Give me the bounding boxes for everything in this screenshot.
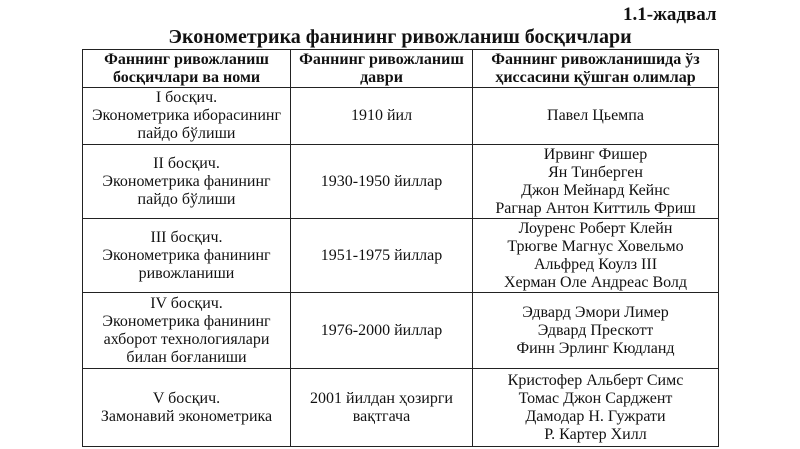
scientist-name: Рагнар Антон Киттиль Фриш: [495, 199, 696, 217]
scientist-name: Джон Мейнард Кейнс: [521, 181, 670, 199]
stage-cell: [83, 293, 291, 369]
table-title: Эконометрика фанининг ривожланиш босқичлари: [168, 26, 632, 48]
stage-text: билан боғланиши: [126, 348, 247, 366]
header-text: даври: [360, 68, 403, 86]
header-text: босқичлари ва номи: [112, 68, 261, 86]
stage-text: II босқич.: [153, 154, 220, 172]
stage-text: Эконометрика фанининг: [102, 312, 271, 330]
scientists-cell: [473, 369, 719, 447]
stage-cell: [83, 219, 291, 293]
stage-text: Эконометрика иборасининг: [91, 107, 282, 124]
header-scientists: [473, 50, 719, 88]
period-text: 1951-1975 йиллар: [320, 246, 443, 264]
table-row: [83, 88, 719, 145]
scientist-name: Кристофер Альберт Симс: [507, 371, 684, 389]
scientist-name: Лоуренс Роберт Клейн: [518, 219, 673, 237]
scientist-name: Дамодар Н. Гужрати: [525, 407, 666, 425]
period-text: 1976-2000 йиллар: [320, 321, 443, 339]
scientists-cell: [473, 293, 719, 369]
stage-text: III босқич.: [150, 228, 223, 246]
scientist-name: Томас Джон Сарджент: [518, 389, 673, 407]
period-text: 1930-1950 йиллар: [320, 172, 443, 190]
header-text: Фаннинг ривожланишида ўз: [491, 50, 700, 68]
stage-text: пайдо бўлиши: [137, 125, 236, 142]
period-text: 1910 йил: [350, 107, 413, 124]
period-cell: [291, 145, 473, 219]
stage-cell: [83, 145, 291, 219]
period-text: вақтгача: [352, 407, 411, 425]
period-cell: [291, 293, 473, 369]
scientists-cell: [473, 219, 719, 293]
table-row: [83, 369, 719, 447]
header-text: ҳиссасини қўшган олимлар: [495, 68, 696, 86]
scientist-name: Альфред Коулз III: [533, 255, 658, 273]
stage-cell: [83, 88, 291, 145]
scientist-name: Ирвинг Фишер: [543, 145, 648, 163]
scientist-name: Трюгве Магнус Ховельмо: [507, 237, 684, 255]
period-cell: [291, 369, 473, 447]
header-stage: [83, 50, 291, 88]
stages-table: [82, 49, 719, 447]
scientist-name: Эдвард Эмори Лимер: [522, 303, 669, 321]
stage-cell: [83, 369, 291, 447]
table-row: [83, 219, 719, 293]
stage-text: IV босқич.: [150, 294, 223, 312]
table-label: 1.1-жадвал: [623, 4, 717, 25]
scientist-name: Павел Цьемпа: [547, 107, 644, 124]
stage-text: V босқич.: [152, 389, 221, 407]
period-cell: [291, 219, 473, 293]
table-row: [83, 145, 719, 219]
scientist-name: Ян Тинберген: [548, 163, 643, 181]
scientist-name: Херман Оле Андреас Волд: [503, 273, 688, 291]
header-text: Фаннинг ривожланиш: [104, 50, 269, 68]
scientists-cell: [473, 88, 719, 145]
stage-text: ривожланиши: [138, 264, 235, 282]
scientist-name: Финн Эрлинг Кюдланд: [516, 339, 675, 357]
stage-text: ахборот технологиялари: [103, 330, 270, 348]
table-header-row: [83, 50, 719, 88]
stage-text: пайдо бўлиши: [137, 190, 236, 208]
period-cell: [291, 88, 473, 145]
scientist-name: Эдвард Прескотт: [537, 321, 654, 339]
scientists-cell: [473, 145, 719, 219]
header-period: [291, 50, 473, 88]
table-row: [83, 293, 719, 369]
stage-text: I босқич.: [155, 89, 218, 106]
stage-text: Эконометрика фанининг: [102, 246, 271, 264]
stage-text: Эконометрика фанининг: [102, 172, 271, 190]
stage-text: Замонавий эконометрика: [100, 407, 273, 425]
header-text: Фаннинг ривожланиш: [299, 50, 464, 68]
period-text: 2001 йилдан ҳозирги: [310, 389, 453, 407]
scientist-name: Р. Картер Хилл: [544, 425, 647, 443]
